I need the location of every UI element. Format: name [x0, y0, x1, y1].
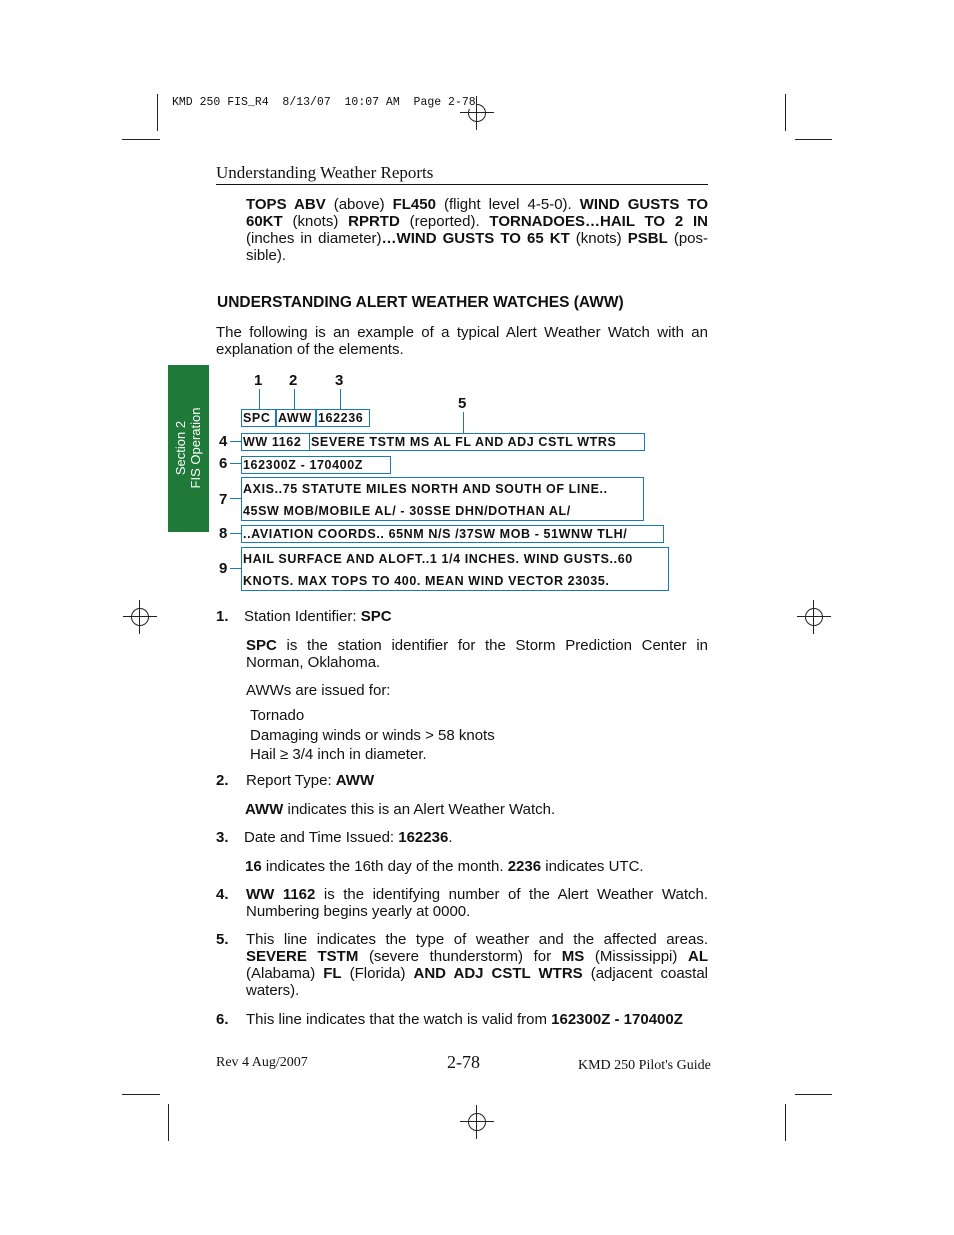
leader-line-6 — [230, 463, 241, 464]
item-1-description: SPC is the station identifier for the Storm Prediction Center in Norman, Oklahoma. — [246, 637, 708, 671]
box-date-time: 162236 — [316, 409, 370, 427]
callout-6: 6 — [219, 455, 228, 472]
issued-list-item: Tornado — [250, 707, 305, 724]
leader-line-5 — [463, 412, 464, 433]
crop-mark — [785, 94, 786, 131]
callout-4: 4 — [219, 433, 228, 450]
footer-revision: Rev 4 Aug/2007 — [216, 1055, 308, 1070]
crop-mark — [795, 1094, 832, 1095]
side-tab-line1: Section 2 — [173, 420, 188, 476]
crop-mark — [785, 1104, 786, 1141]
section-intro: The following is an example of a typical Alert Weather Watch with an explanation of the elements. — [216, 324, 708, 358]
crop-mark — [168, 1104, 169, 1141]
issued-list-item: Damaging winds or winds > 58 knots — [250, 726, 495, 744]
box-station-id: SPC — [241, 409, 276, 427]
issued-list-item: Hail ≥ 3/4 inch in diameter. — [250, 746, 427, 763]
crop-mark — [122, 1094, 160, 1095]
list-item-1: 1. Station Identifier: SPC — [216, 608, 392, 625]
list-item-2: 2. Report Type: AWW — [216, 772, 375, 789]
callout-2: 2 — [289, 372, 298, 389]
footer-guide-title: KMD 250 Pilot's Guide — [578, 1058, 711, 1073]
side-tab-line2: FIS Operation — [188, 407, 203, 489]
box-valid-time: 162300Z - 170400Z — [241, 456, 391, 474]
list-item-4: 4. WW 1162 is the identifying number of the Alert Weather Watch. Numbering begins yearly at 0000. — [216, 886, 708, 920]
box-weather-area: SEVERE TSTM MS AL FL AND ADJ CSTL WTRS — [309, 433, 645, 451]
box-hail — [241, 547, 669, 591]
leader-line-9 — [230, 568, 241, 569]
callout-3: 3 — [335, 372, 344, 389]
callout-8: 8 — [219, 525, 228, 542]
print-slug: KMD 250 FIS_R4 8/13/07 10:07 AM Page 2-78 — [172, 96, 476, 109]
list-item-5: 5. This line indicates the type of weather and the affected areas. SEVERE TSTM (severe thunderstorm) for MS (Mississippi) AL (Alabama) FL (Florida) AND ADJ CSTL WTRS (adjacent coastal waters). — [216, 931, 709, 999]
header-rule — [216, 184, 708, 185]
item-3-description: 16 indicates the 16th day of the month. 2236 indicates UTC. — [245, 858, 644, 875]
callout-7: 7 — [219, 491, 228, 508]
axis-line-2: 45SW MOB/MOBILE AL/ - 30SSE DHN/DOTHAN AL/ — [243, 504, 571, 518]
page-header-title: Understanding Weather Reports — [216, 163, 434, 182]
registration-mark-left — [123, 600, 157, 634]
box-watch-number: WW 1162 — [241, 433, 310, 451]
issued-list — [250, 706, 712, 765]
box-axis — [241, 477, 644, 521]
leader-line-7 — [230, 498, 241, 499]
leader-line-1 — [259, 389, 260, 409]
callout-1: 1 — [254, 372, 263, 389]
leader-line-2 — [294, 389, 295, 409]
list-item-6: 6. This line indicates that the watch is valid from 162300Z - 170400Z — [216, 1011, 683, 1028]
section-heading: UNDERSTANDING ALERT WEATHER WATCHES (AWW) — [217, 294, 624, 311]
item-1-issued-for: AWWs are issued for: — [246, 682, 391, 699]
item-2-description: AWW indicates this is an Alert Weather Watch. — [245, 801, 556, 818]
callout-9: 9 — [219, 560, 228, 577]
page-number: 2-78 — [447, 1052, 480, 1072]
box-aviation-coords: ..AVIATION COORDS.. 65NM N/S /37SW MOB - 51WNW TLH/ — [241, 525, 664, 543]
axis-line-1: AXIS..75 STATUTE MILES NORTH AND SOUTH OF LINE.. — [243, 482, 608, 496]
intro-paragraph: TOPS ABV (above) FL450 (flight level 4-5-0). WIND GUSTS TO 60KT (knots) RPRTD (reported). TORNADOES…HAIL TO 2 IN (inches in diameter)…WIND GUSTS TO 65 KT (knots) PSBL (pos-sible). — [246, 196, 708, 264]
section-side-tab — [168, 365, 209, 532]
crop-mark — [157, 94, 158, 131]
crop-mark — [122, 139, 160, 140]
callout-5: 5 — [458, 395, 467, 412]
crop-mark — [795, 139, 832, 140]
leader-line-8 — [230, 533, 241, 534]
hail-line-1: HAIL SURFACE AND ALOFT..1 1/4 INCHES. WIND GUSTS..60 — [243, 552, 633, 566]
leader-line-4 — [230, 441, 241, 442]
box-report-type: AWW — [276, 409, 316, 427]
list-item-3: 3. Date and Time Issued: 162236. — [216, 829, 453, 846]
registration-mark-right — [797, 600, 831, 634]
registration-mark-bottom — [460, 1105, 494, 1139]
leader-line-3 — [340, 389, 341, 409]
hail-line-2: KNOTS. MAX TOPS TO 400. MEAN WIND VECTOR 23035. — [243, 574, 610, 588]
